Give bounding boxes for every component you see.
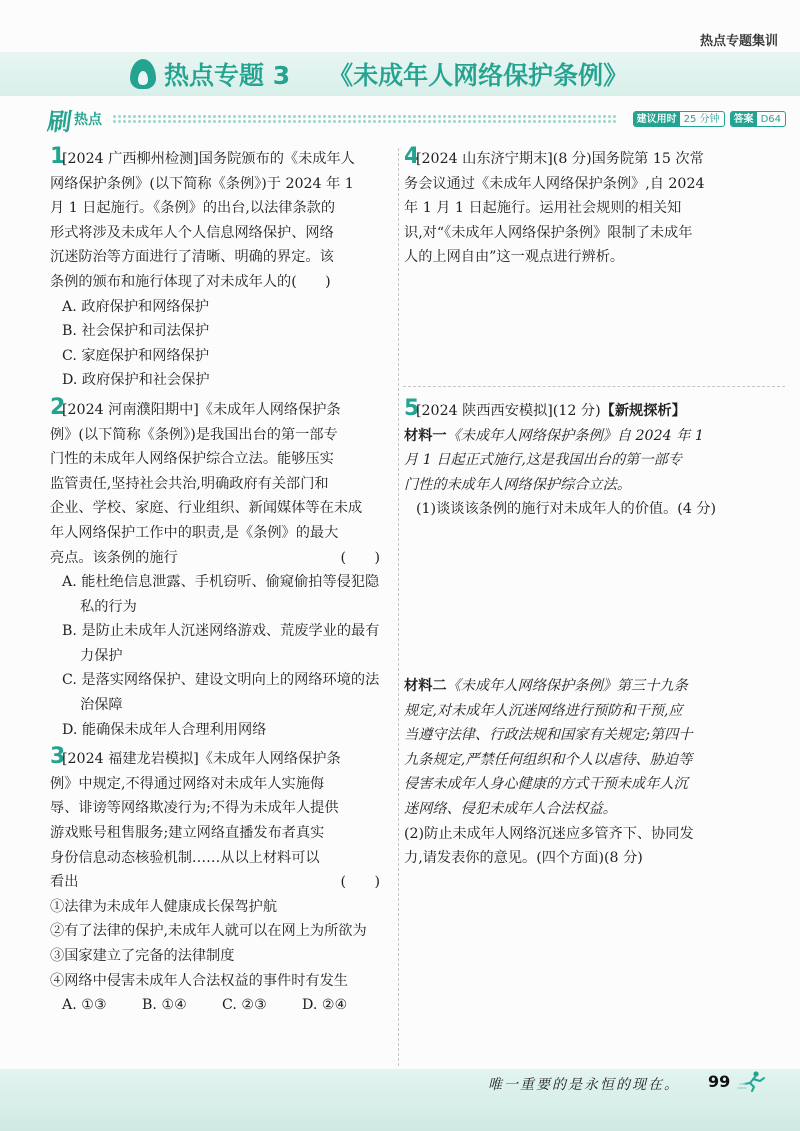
time-key: 建议用时 bbox=[634, 112, 680, 126]
q3-line: 辱、诽谤等网络欺凌行为;不得为未成年人提供 bbox=[50, 800, 339, 817]
q5-material-1: 材料一《未成年人网络保护条例》自 2024 年 1 bbox=[404, 427, 704, 444]
q2-line: 2[2024 河南濮阳期中]《未成年人网络保护条 bbox=[50, 394, 341, 420]
q1-line: 形式将涉及未成年人个人信息网络保护、网络 bbox=[50, 224, 334, 241]
question-3 bbox=[50, 746, 388, 1018]
material-2-label: 材料二 bbox=[404, 678, 447, 694]
question-5 bbox=[404, 398, 788, 522]
q4-line: 人的上网自由”这一观点进行辨析。 bbox=[404, 249, 625, 266]
material-1-label: 材料一 bbox=[404, 427, 447, 444]
q3-choice-a: A. ①③ bbox=[62, 997, 107, 1014]
q2-line: 亮点。该条例的施行 ( ) bbox=[50, 546, 388, 571]
footer-motto: 唯一重要的是永恒的现在。 bbox=[488, 1077, 680, 1093]
q5-material-2-line: 迷网络、侵犯未成年人合法权益。 bbox=[404, 800, 617, 817]
q1-line: 1[2024 广西柳州检测]国务院颁布的《未成年人 bbox=[50, 144, 355, 169]
q3-line: 看出 ( ) bbox=[50, 870, 388, 895]
q2-number: 2 bbox=[50, 394, 66, 420]
q5-material-2-line: 规定,对未成年人沉迷网络进行预防和干预,应 bbox=[404, 702, 683, 719]
q5-material-2-line: 当遵守法律、行政法规和国家有关规定;第四十 bbox=[404, 727, 693, 744]
time-value: 25 分钟 bbox=[683, 113, 720, 125]
q1-line: 网络保护条例》(以下简称《条例》)于 2024 年 1 bbox=[50, 175, 354, 192]
series-tag: 热点专题集训 bbox=[699, 34, 778, 49]
answer-key: 答案 bbox=[731, 112, 757, 126]
q3-line: 3[2024 福建龙岩模拟]《未成年人网络保护条 bbox=[50, 744, 341, 770]
q2-option-a: A. 能杜绝信息泄露、手机窃听、偷窥偷拍等侵犯隐私的行为 bbox=[62, 574, 380, 615]
q5-tag: 【新规探析】 bbox=[600, 403, 686, 419]
q3-item-2: ②有了法律的保护,未成年人就可以在网上为所欲为 bbox=[50, 923, 367, 940]
section-label: 热点 bbox=[74, 112, 102, 128]
q2-option-d: D. 能确保未成年人合理利用网络 bbox=[62, 721, 267, 738]
q5-subquestion-1: (1)谈谈该条例的施行对未成年人的价值。(4 分) bbox=[416, 501, 717, 518]
question-2 bbox=[50, 394, 388, 742]
q5-material-1-line: 月 1 日起正式施行,这是我国出台的第一部专 bbox=[404, 452, 682, 469]
flame-icon bbox=[130, 59, 156, 89]
section-bar bbox=[45, 104, 786, 136]
q4-line: 年 1 月 1 日起施行。运用社会规则的相关知 bbox=[404, 200, 682, 217]
q3-line: 游戏账号租售服务;建立网络直播发布者真实 bbox=[50, 825, 325, 842]
q5-material-2-line: 九条规定,严禁任何组织和个人以虐待、胁迫等 bbox=[404, 751, 693, 768]
question-divider bbox=[403, 386, 785, 387]
question-1 bbox=[50, 146, 388, 393]
q2-line: 例》(以下简称《条例》)是我国出台的第一部专 bbox=[50, 426, 338, 443]
q5-material-2: 材料二《未成年人网络保护条例》第三十九条 bbox=[404, 678, 688, 694]
q3-item-3: ③国家建立了完备的法律制度 bbox=[50, 948, 235, 964]
q5-number: 5 bbox=[404, 396, 420, 421]
q3-line: 例》中规定,不得通过网络对未成年人实施侮 bbox=[50, 775, 325, 792]
q3-bracket: ( ) bbox=[340, 874, 380, 891]
q4-line: 务会议通过《未成年人网络保护条例》,自 2024 bbox=[404, 175, 705, 192]
q3-line: 身份信息动态核验机制……从以上材料可以 bbox=[50, 849, 320, 866]
q5-subquestion-2: (2)防止未成年人网络沉迷应多管齐下、协同发 bbox=[404, 825, 694, 842]
time-pill bbox=[633, 111, 725, 127]
q1-option-a: A. 政府保护和网络保护 bbox=[62, 298, 209, 315]
answer-value: D64 bbox=[760, 113, 781, 125]
q2-option-b: B. 是防止未成年人沉迷网络游戏、荒废学业的最有力保护 bbox=[62, 623, 380, 664]
q2-line: 监管责任,坚持社会共治,明确政府有关部门和 bbox=[50, 475, 329, 492]
page-number: 99 bbox=[708, 1072, 731, 1091]
q4-number: 4 bbox=[404, 144, 420, 169]
q2-option-c: C. 是落实网络保护、建设文明向上的网络环境的法治保障 bbox=[62, 672, 380, 714]
q5-material-1-line: 门性的未成年人网络保护综合立法。 bbox=[404, 476, 632, 493]
section-logo: 刷 bbox=[45, 107, 74, 136]
q3-item-4: ④网络中侵害未成年人合法权益的事件时有发生 bbox=[50, 972, 348, 989]
answer-pill bbox=[730, 111, 786, 127]
column-divider bbox=[398, 148, 399, 1066]
q1-number: 1 bbox=[50, 144, 66, 169]
q4-line: 4[2024 山东济宁期末](8 分)国务院第 15 次常 bbox=[404, 144, 704, 169]
page-title bbox=[130, 56, 628, 92]
question-4 bbox=[404, 146, 788, 270]
q1-line: 月 1 日起施行。《条例》的出台,以法律条款的 bbox=[50, 200, 336, 217]
title-part2: 《未成年人网络保护条例》 bbox=[328, 61, 629, 90]
q1-option-c: C. 家庭保护和网络保护 bbox=[62, 347, 210, 364]
q2-line: 门性的未成年人网络保护综合立法。能够压实 bbox=[50, 451, 334, 468]
q1-line: 条例的颁布和施行体现了对未成年人的( ) bbox=[50, 273, 331, 290]
q3-choice-b: B. ①④ bbox=[142, 997, 187, 1014]
q5-material-2-line: 侵害未成年人身心健康的方式干预未成年人沉 bbox=[404, 776, 688, 793]
question-5-part-2 bbox=[404, 674, 788, 871]
footer-band bbox=[0, 1069, 800, 1131]
q5-subquestion-2-line: 力,请发表你的意见。(四个方面)(8 分) bbox=[404, 850, 643, 867]
q4-line: 识,对“《未成年人网络保护条例》限制了未成年 bbox=[404, 224, 693, 241]
q3-choices bbox=[50, 993, 388, 1018]
q3-number: 3 bbox=[50, 744, 66, 770]
q3-choice-c: C. ②③ bbox=[222, 997, 267, 1014]
dotted-divider bbox=[112, 114, 618, 124]
q1-option-d: D. 政府保护和社会保护 bbox=[62, 372, 210, 389]
q3-item-1: ①法律为未成年人健康成长保驾护航 bbox=[50, 898, 278, 915]
title-part1: 热点专题 3 bbox=[164, 61, 291, 90]
q2-line: 年人网络保护工作中的职责,是《条例》的最大 bbox=[50, 524, 339, 541]
q1-option-b: B. 社会保护和司法保护 bbox=[62, 323, 210, 340]
q2-bracket: ( ) bbox=[340, 549, 380, 566]
q5-head: 5[2024 陕西西安模拟](12 分)【新规探析】 bbox=[404, 396, 686, 421]
q2-line: 企业、学校、家庭、行业组织、新闻媒体等在未成 bbox=[50, 500, 363, 517]
runner-icon bbox=[736, 1070, 770, 1092]
q1-line: 沉迷防治等方面进行了清晰、明确的界定。该 bbox=[50, 249, 334, 266]
left-column bbox=[50, 146, 388, 1022]
q3-choice-d: D. ②④ bbox=[302, 997, 348, 1014]
